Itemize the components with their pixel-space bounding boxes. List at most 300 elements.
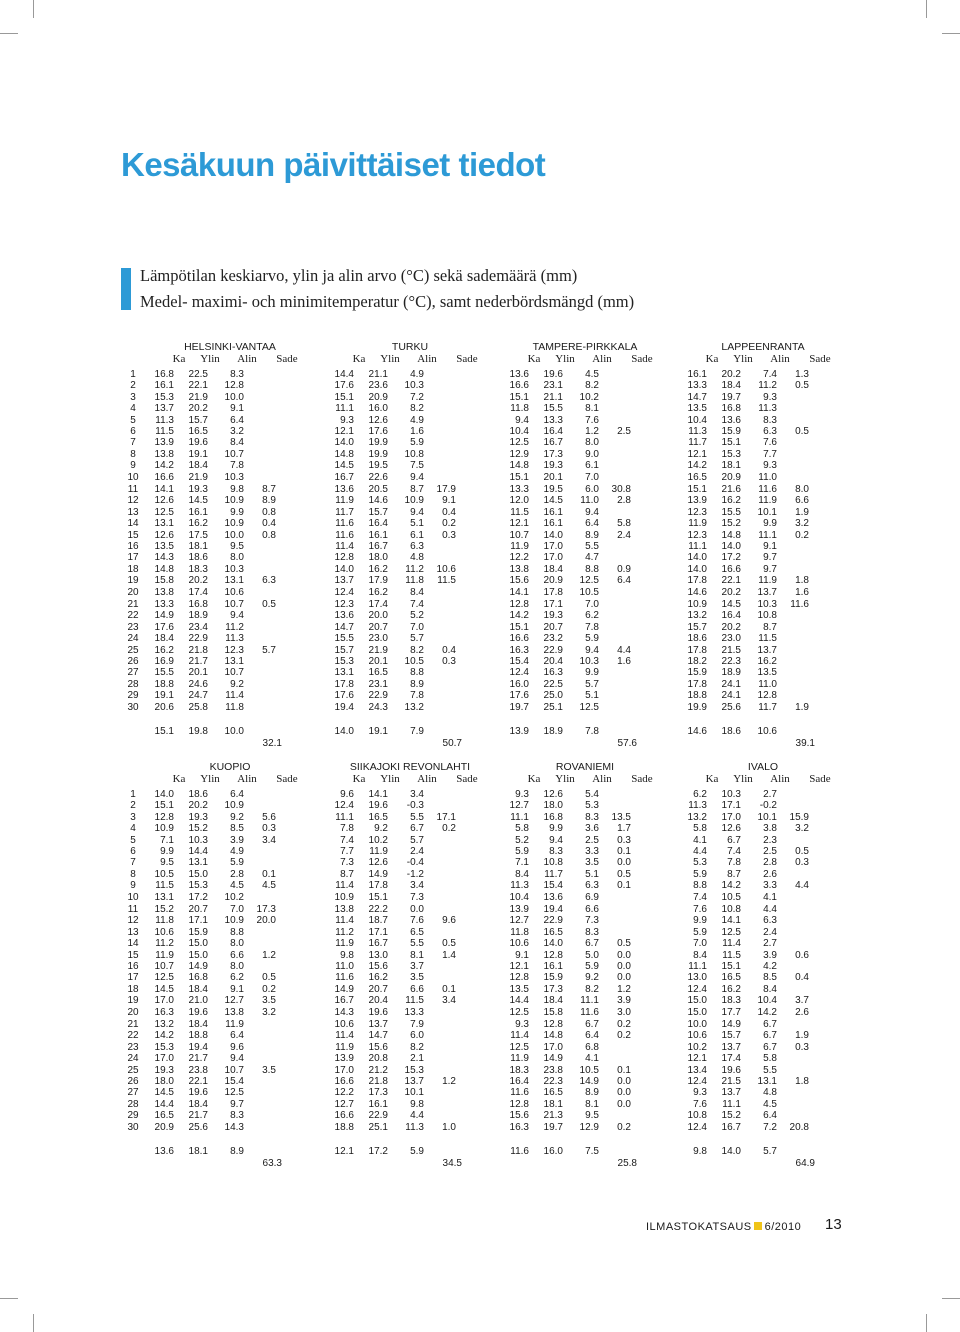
table-cell: 20.1 [543,471,563,483]
table-cell: 8.4 [763,983,777,995]
table-cell: 15.9 [721,426,741,437]
day-number: 17 [127,972,139,984]
table-cell: 11.2 [225,621,244,633]
table-cell: 11.3 [225,633,244,645]
table-cell: 19.7 [543,1121,563,1133]
table-cell: 8.5 [763,972,777,984]
table-cell: 13.7 [721,1041,741,1053]
table-cell: 6.3 [763,915,777,927]
table-cell: 5.3 [693,857,707,869]
table-cell: 1.6 [410,426,424,437]
table-cell: 6.3 [262,575,276,587]
day-number: 6 [130,426,136,437]
table-cell: 6.7 [763,1041,777,1053]
table-cell: 14.0 [687,563,707,575]
table-cell: 16.7 [334,995,354,1007]
day-number: 21 [127,599,139,610]
station-name: KUOPIO [209,761,251,773]
table-cell: 11.9 [369,846,388,857]
table-cell: 12.7 [224,995,244,1007]
table-cell: 23.0 [368,633,388,645]
day-number: 24 [127,633,139,645]
table-cell: 13.1 [154,891,174,903]
table-cell: 23.6 [368,380,388,392]
table-cell: 25.1 [368,1121,388,1133]
column-header: Ylin [380,773,400,785]
table-cell: 18.4 [543,995,563,1007]
summary-cell: 14.0 [721,1145,741,1157]
table-cell: 16.6 [509,380,529,392]
table-cell: 0.0 [617,1087,631,1099]
table-cell: 19.4 [188,1041,208,1053]
table-cell: 15.1 [509,471,529,483]
table-cell: 16.3 [543,667,563,679]
table-cell: 8.4 [693,949,707,961]
table-cell: 0.1 [617,846,631,857]
table-cell: 9.4 [585,506,599,518]
table-cell: 9.4 [230,610,244,622]
table-cell: 5.9 [585,961,599,972]
table-cell: 5.2 [410,610,424,622]
table-cell: 12.6 [154,529,174,541]
footer-publication [646,1221,801,1233]
table-cell: 10.8 [687,1110,707,1122]
table-cell: 14.9 [334,983,354,995]
table-cell: 7.0 [410,621,424,633]
table-cell: 14.5 [721,599,741,610]
day-number: 28 [127,678,139,690]
column-header: Ka [705,773,719,785]
table-cell: 5.8 [617,518,631,530]
crop-mark [926,1314,927,1332]
table-cell: 14.8 [509,460,529,472]
table-cell: 7.3 [410,891,424,903]
table-cell: 20.2 [188,403,208,415]
table-cell: 10.3 [224,471,244,483]
table-cell: 10.7 [224,448,244,460]
table-cell: 0.8 [262,506,276,518]
table-cell: 10.6 [509,938,529,950]
table-cell: 21.3 [543,1110,563,1122]
table-cell: 11.2 [155,938,174,950]
table-cell: 10.5 [579,586,599,598]
table-cell: 20.1 [368,656,388,667]
table-cell: 5.8 [763,1053,777,1065]
table-cell: 9.2 [230,811,244,823]
table-cell: 8.0 [795,484,809,495]
table-cell: 13.1 [224,575,244,587]
table-cell: 9.6 [340,789,354,800]
table-cell: -1.2 [406,868,424,880]
table-cell: 1.2 [262,949,276,961]
table-cell: 12.4 [687,1076,707,1087]
table-cell: 12.1 [687,448,707,460]
day-number: 6 [130,846,136,857]
table-cell: 7.6 [693,1098,707,1110]
table-cell: 7.2 [410,391,424,403]
table-cell: 14.3 [224,1121,244,1133]
table-cell: 8.7 [262,484,276,495]
table-cell: 14.5 [154,983,174,995]
day-number: 21 [127,1019,139,1030]
table-cell: 16.6 [334,1110,354,1122]
table-cell: 12.5 [509,1041,529,1053]
table-cell: 10.4 [509,426,529,437]
day-number: 22 [127,610,139,622]
table-cell: 3.5 [585,857,599,869]
table-cell: 13.5 [154,541,174,552]
table-cell: 13.5 [757,667,777,679]
table-cell: 16.1 [368,529,388,541]
table-cell: 20.8 [789,1121,809,1133]
table-cell: 20.7 [368,983,388,995]
table-cell: 6.0 [410,1030,424,1042]
table-cell: 6.6 [795,495,809,507]
day-number: 26 [127,1076,139,1087]
day-number: 4 [130,403,136,415]
table-cell: 16.7 [368,541,388,552]
table-cell: 23.8 [543,1064,563,1076]
table-cell: 15.1 [509,621,529,633]
table-cell: 10.9 [224,495,244,507]
table-cell: 7.4 [727,846,741,857]
table-cell: 0.4 [795,972,809,984]
table-cell: 2.4 [617,529,631,541]
table-cell: 19.3 [543,460,563,472]
table-cell: 17.1 [188,915,208,927]
table-cell: 12.4 [687,1121,707,1133]
crop-mark [33,0,34,18]
table-cell: 25.8 [188,701,208,713]
table-cell: 11.6 [335,529,354,541]
table-cell: 16.5 [721,972,741,984]
table-cell: 11.6 [335,972,354,984]
table-cell: 20.4 [543,656,563,667]
subtitle-finnish: Lämpötilan keskiarvo, ylin ja alin arvo (°C) sekä sademäärä (mm) [140,266,578,285]
summary-cell: 15.1 [154,725,174,737]
table-cell: 7.9 [410,1019,424,1030]
table-cell: 3.4 [262,834,276,846]
table-cell: 2.4 [410,846,424,857]
table-cell: 11.9 [758,575,777,587]
table-cell: 3.7 [410,961,424,972]
table-cell: 11.9 [155,949,174,961]
table-cell: 20.0 [256,915,276,927]
table-cell: 16.5 [188,426,208,437]
table-cell: 20.2 [721,586,741,598]
crop-mark [33,1314,34,1332]
table-cell: 14.9 [579,1076,599,1087]
table-cell: 1.6 [795,586,809,598]
table-cell: 18.1 [188,541,208,552]
table-cell: 11.9 [758,495,777,507]
table-cell: 5.1 [585,690,599,702]
table-cell: 0.1 [617,880,631,892]
day-number: 27 [127,667,139,679]
table-cell: 11.0 [758,471,777,483]
table-cell: 14.1 [509,586,529,598]
table-cell: 2.5 [585,834,599,846]
table-cell: 6.6 [585,904,599,915]
table-cell: 9.3 [515,1019,529,1030]
table-cell: 15.8 [543,1006,563,1018]
table-cell: 22.9 [188,633,208,645]
table-cell: 6.7 [763,1019,777,1030]
table-cell: 11.4 [510,1030,529,1042]
table-cell: 11.5 [437,575,456,587]
table-cell: 14.7 [334,621,354,633]
column-header: Ylin [200,353,220,365]
column-header: Ylin [200,773,220,785]
table-cell: 13.5 [611,811,631,823]
table-cell: 8.0 [230,961,244,972]
day-number: 2 [130,800,136,812]
table-cell: 5.9 [515,846,529,857]
table-cell: 4.8 [410,552,424,564]
table-cell: 16.3 [509,644,529,656]
table-cell: 12.1 [687,1053,707,1065]
column-header: Ylin [555,353,575,365]
table-cell: 13.1 [334,667,354,679]
table-cell: 12.5 [579,575,599,587]
table-cell: 6.0 [585,484,599,495]
table-cell: 8.9 [585,1087,599,1099]
table-cell: 10.9 [224,915,244,927]
table-cell: 22.2 [368,904,388,915]
table-cell: 7.0 [585,599,599,610]
table-cell: 5.9 [410,437,424,449]
table-cell: 6.7 [585,938,599,950]
table-cell: 8.2 [410,1041,424,1053]
table-cell: 15.4 [509,656,529,667]
summary-cell: 13.9 [509,725,529,737]
day-number: 5 [130,834,136,846]
station-name: ROVANIEMI [555,761,615,773]
table-cell: 10.2 [579,391,599,403]
station-name: LAPPEENRANTA [721,341,805,353]
table-cell: 10.5 [404,656,424,667]
table-cell: 11.8 [155,915,174,927]
table-cell: 11.7 [688,437,707,449]
table-cell: 15.6 [509,1110,529,1122]
table-cell: 10.3 [188,834,208,846]
table-cell: 6.1 [410,529,424,541]
table-cell: 22.3 [543,1076,563,1087]
table-cell: 7.0 [693,938,707,950]
table-cell: 13.2 [687,811,707,823]
table-cell: 7.3 [585,915,599,927]
table-cell: 0.2 [617,1019,631,1030]
table-cell: 1.0 [442,1121,456,1133]
table-cell: 15.9 [687,667,707,679]
table-cell: 6.3 [585,880,599,892]
day-number: 8 [130,448,136,460]
table-cell: 0.3 [617,834,631,846]
station-name: IVALO [747,761,779,773]
day-number: 2 [130,380,136,392]
table-cell: 15.2 [154,904,174,915]
table-cell: 10.6 [687,1030,707,1042]
table-cell: 21.9 [188,391,208,403]
table-cell: 20.0 [368,610,388,622]
table-cell: 6.3 [763,426,777,437]
table-cell: 18.9 [721,667,741,679]
table-cell: 4.1 [763,891,777,903]
table-cell: 13.1 [188,857,208,869]
table-cell: 3.3 [763,880,777,892]
day-number: 16 [127,961,139,972]
table-cell: 9.3 [763,391,777,403]
table-cell: 17.6 [154,621,174,633]
table-cell: 21.7 [188,656,208,667]
table-cell: 10.8 [721,904,741,915]
table-cell: 15.2 [721,1110,741,1122]
table-cell: 15.5 [543,403,563,415]
table-cell: 1.7 [617,823,631,835]
table-cell: 19.3 [188,811,208,823]
table-cell: 11.5 [510,506,529,518]
table-cell: 12.8 [154,811,174,823]
table-cell: 8.8 [585,563,599,575]
summary-cell: 16.0 [543,1145,563,1157]
precipitation-total: 32.1 [262,737,282,749]
table-cell: 19.9 [368,448,388,460]
table-cell: 13.6 [334,484,354,495]
column-header: Alin [770,353,790,365]
column-header: Ka [352,773,366,785]
footer-square-icon [754,1222,762,1230]
table-cell: 17.4 [188,586,208,598]
table-cell: 8.3 [230,369,244,380]
table-cell: 8.9 [262,495,276,507]
table-cell: 9.4 [230,1053,244,1065]
table-cell: 10.9 [224,800,244,812]
table-cell: 13.6 [543,891,563,903]
precipitation-total: 34.5 [442,1157,462,1169]
table-cell: 11.5 [722,949,741,961]
table-cell: 14.2 [721,880,741,892]
table-cell: 7.3 [340,857,354,869]
table-cell: 25.6 [721,701,741,713]
column-header: Ka [172,773,186,785]
table-cell: 17.6 [509,690,529,702]
table-cell: 30.8 [611,484,631,495]
table-cell: 19.4 [543,904,563,915]
table-cell: 18.8 [154,678,174,690]
table-cell: 14.2 [154,1030,174,1042]
table-cell: 12.5 [721,926,741,938]
table-cell: 8.9 [410,678,424,690]
precipitation-total: 39.1 [795,737,815,749]
table-cell: 11.9 [335,495,354,507]
day-number: 16 [127,541,139,552]
table-cell: 12.8 [509,972,529,984]
column-header: Alin [417,773,437,785]
table-cell: 10.7 [224,1064,244,1076]
table-cell: 11.9 [510,1053,529,1065]
table-cell: 13.3 [154,599,174,610]
table-cell: 11.9 [225,1019,244,1030]
table-cell: 2.3 [763,834,777,846]
table-cell: 3.5 [262,995,276,1007]
table-cell: 16.0 [509,678,529,690]
table-cell: 11.4 [335,541,354,552]
table-cell: 12.6 [368,414,388,426]
table-cell: 14.7 [687,391,707,403]
day-number: 11 [127,484,139,495]
table-cell: 5.8 [515,823,529,835]
table-cell: 5.0 [585,949,599,961]
table-cell: 6.4 [585,1030,599,1042]
table-cell: 11.0 [335,961,354,972]
table-cell: 18.4 [188,983,208,995]
column-header: Alin [417,353,437,365]
table-cell: 7.8 [340,823,354,835]
table-cell: 9.7 [230,1098,244,1110]
table-cell: 17.3 [256,904,276,915]
table-cell: 14.4 [334,369,354,380]
table-cell: 1.4 [442,949,456,961]
table-cell: 22.9 [368,690,388,702]
table-cell: 1.6 [617,656,631,667]
day-number: 8 [130,868,136,880]
table-cell: 8.3 [549,846,563,857]
table-cell: 14.2 [687,460,707,472]
column-header: Ylin [555,773,575,785]
table-cell: 21.5 [721,1076,741,1087]
table-cell: 16.6 [721,563,741,575]
table-cell: 3.4 [410,880,424,892]
table-cell: 7.6 [410,915,424,927]
day-number: 19 [127,995,139,1007]
column-header: Alin [592,353,612,365]
table-cell: 8.3 [230,1110,244,1122]
table-cell: 12.7 [334,1098,354,1110]
table-cell: 6.8 [585,1041,599,1053]
table-cell: 13.3 [509,484,529,495]
table-cell: 5.8 [693,823,707,835]
column-header: Ka [527,773,541,785]
precipitation-total: 57.6 [617,737,637,749]
table-cell: 22.1 [721,575,741,587]
table-cell: 9.9 [160,846,174,857]
table-cell: 20.9 [154,1121,174,1133]
table-cell: 10.2 [687,1041,707,1053]
table-cell: 17.3 [368,1087,388,1099]
table-cell: 6.4 [230,789,244,800]
table-cell: 20.2 [188,575,208,587]
table-cell: 15.3 [721,448,741,460]
table-cell: 15.1 [687,484,707,495]
table-cell: 10.3 [721,789,741,800]
table-cell: 18.9 [188,610,208,622]
table-cell: 10.9 [334,891,354,903]
table-cell: 8.0 [585,437,599,449]
table-cell: 11.6 [335,518,354,530]
table-cell: 7.8 [410,690,424,702]
table-cell: 5.9 [585,633,599,645]
table-cell: 3.2 [230,426,244,437]
table-cell: 0.6 [795,949,809,961]
table-cell: 16.5 [543,926,563,938]
table-cell: 14.9 [154,610,174,622]
table-cell: 6.7 [727,834,741,846]
table-cell: 3.9 [230,834,244,846]
table-cell: 22.1 [188,1076,208,1087]
table-cell: 10.7 [224,667,244,679]
table-cell: 0.5 [795,426,809,437]
table-cell: 24.1 [721,690,741,702]
